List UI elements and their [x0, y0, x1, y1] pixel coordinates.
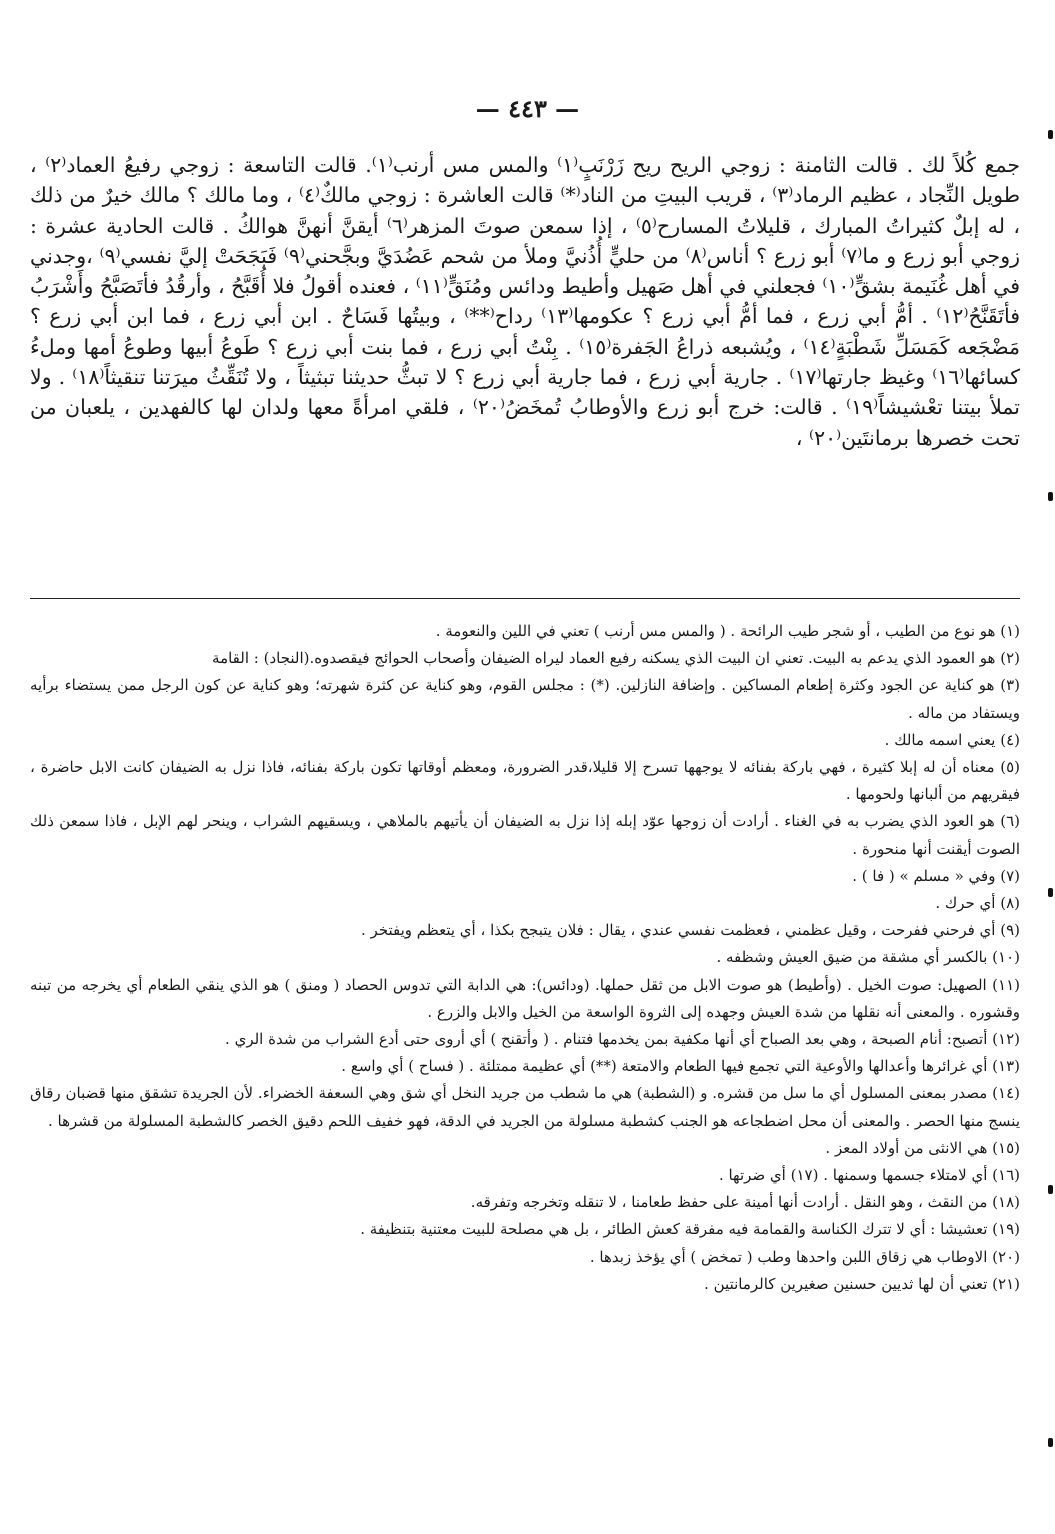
footnote: (٣) هو كناية عن الجود وكثرة إطعام المساكين . وإضافة النازلين. (*) : مجلس القوم، وهو كناية عن كثرة شهرته؛ وهو كناية عن كون الرجل ممن يستضاء برأيه ويستفاد من ماله .	[30, 676, 1020, 722]
footnote: (٢) هو العمود الذي يدعم به البيت. تعني ان البيت الذي يسكنه رفيع العماد ليراه الضيفان وأصحاب الحوائج فيقصدوه.(النجاد) : القامة	[212, 649, 1020, 668]
footnote-separator	[30, 598, 1020, 599]
footnote: (٥) معناه أن له إبلا كثيرة ، فهي باركة بفنائه لا يوجهها تسرح إلا قليلا،قدر الضرورة، ومعظم أوقاتها تكون باركة بفنائه، فاذا نزل به الضيفان كانت الابل حاضرة ، فيقريهم من ألبانها ولحومها .	[30, 758, 1020, 804]
footnote: (١٣) أي غرائرها وأعدالها والأوعية التي تجمع فيها الطعام والامتعة (**) أي عظيمة ممتلئة . ( فساح ) أي واسع .	[341, 1057, 1020, 1076]
footnote: (١٨) من النقث ، وهو النقل . أرادت أنها أمينة على حفظ طعامنا ، لا تنقله وتخرجه وتفرقه.	[470, 1193, 1020, 1212]
binding-hole-mark	[1048, 1438, 1053, 1447]
main-text	[30, 150, 1020, 453]
footnote: (١١) الصهيل: صوت الخيل . (وأطيط) هو صوت الابل من ثقل حملها. (ودائس): هي الدابة التي تدوس الحصاد ( ومنق ) هو الذي ينقي الطعام أي يخرجه من تبنه وقشوره . والمعنى أنه نقلها من شدة العيش وجهده إلى الثروة الواسعة من الخيل والابل والزرع .	[30, 975, 1020, 1021]
footnote: (١٠) بالكسر أي مشقة من ضيق العيش وشظفه .	[716, 948, 1020, 967]
main-paragraph: جمع كُلاً لك . قالت الثامنة : زوجي الريح ريح زَرْنَبٍ⁽١⁾ والمس مس أرنب⁽١⁾. قالت التاسعة : زوجي رفيعُ العماد⁽٢⁾ ، طويل النِّجاد ، عظيم الرماد⁽٣⁾ ، قريب البيتِ من الناد⁽*⁾ قالت العاشرة : زوجي مالكٌ⁽٤⁾ ، وما مالك ؟ مالك خيرٌ من ذلك ، له إبلٌ كثيراتُ المبارك ، قليلاتُ المسارح⁽٥⁾ ، إذا سمعن صوتَ المزهر⁽٦⁾ أيقنَّ أنهنَّ هوالكُ . قالت الحادية عشرة : زوجي أبو زرع و ما⁽٧⁾ أبو زرع ؟ أناس⁽٨⁾ من حليٍّ أُذُنيَّ وملأ من شحم عَضُدَيَّ وبجَّحني⁽٩⁾ فَبَجَحَتْ إليَّ نفسي⁽٩⁾ ،وجدني في أهل غُنَيمة بشقٍّ⁽١٠⁾ فجعلني في أهل صَهيل وأطيط ودائس ومُنَقٍّ⁽١١⁾ ، فعنده أقولُ فلا أُقَبَّحُ ، وأرقُدُ فأتَصَبَّحُ وأَشْرَبُ فأتَقَنَّحُ⁽١٢⁾ . أمُّ أبي زرع ، فما أمُّ أبي زرع ؟ عكومها⁽١٣⁾ رداح⁽**⁾ ، وبيتُها فَسَاحٌ . ابن أبي زرع ، فما ابن أبي زرع ؟ مَضْجَعه كَمَسَلِّ شَطْبَةٍ⁽١٤⁾ ، ويُشبعه ذراعُ الجَفرة⁽١٥⁾ . بِنْتُ أبي زرع ، فما بنت أبي زرع ؟ طَوعُ أبيها وطوعُ أمها وملءُ كسائها⁽١٦⁾ وغيظ جارتها⁽١٧⁾ . جارية أبي زرع ، فما جارية أبي زرع ؟ لا تبثُّ حديثنا تبثيثاً ، ولا تُنَقِّثُ ميرَتنا تنقيثاً⁽١٨⁾ . ولا تملأ بيتنا تعْشيشاً⁽١٩⁾ . قالت: خرج أبو زرع والأوطابُ تُمخَضُ⁽٢٠⁾ ، فلقي امرأةً معها ولدان لها كالفهدين ، يلعبان من تحت خصرها برمانتَين⁽٢٠⁾ ،	[30, 153, 1021, 450]
footnote: (٦) هو العود الذي يضرب به في الغناء . أرادت أن زوجها عوّد إبله إذا نزل به الضيفان أن يأتيهم بالملاهي ، ويسقيهم الشراب ، وينحر لهم الإبل ، فاذا سمعن ذلك الصوت أيقنت أنها منحورة .	[30, 812, 1020, 858]
binding-hole-mark	[1048, 888, 1053, 897]
footnote: (١٥) هي الانثى من أولاد المعز .	[825, 1138, 1020, 1157]
footnote: (١) هو نوع من الطيب ، أو شجر طيب الرائحة . ( والمس مس أرنب ) تعني في اللين والنعومة .	[435, 622, 1020, 640]
footnote: (٩) أي فرحني ففرحت ، وقيل عظمني ، فعظمت نفسي عندي ، يقال : فلان يتبجح بكذا ، أي يتعظم ويفتخر .	[361, 921, 1020, 940]
binding-hole-mark	[1048, 492, 1053, 501]
footnote: (٢١) تعني أن لها ثديين حسنين صغيرين كالرمانتين .	[704, 1274, 1020, 1293]
footnotes	[30, 618, 1020, 1298]
footnote: (٤) يعني اسمه مالك .	[884, 730, 1020, 749]
binding-hole-mark	[1048, 1185, 1053, 1194]
footnote: (٨) أي حرك .	[935, 894, 1020, 913]
footnote: (١٦) أي لامتلاء جسمها وسمنها . (١٧) أي ضرتها .	[718, 1166, 1020, 1185]
footnote: (٢٠) الاوطاب هي زقاق اللبن واحدها وطب ( تمخض ) أي يؤخذ زبدها .	[589, 1247, 1020, 1266]
binding-hole-mark	[1048, 130, 1053, 139]
footnote: (١٢) أتصبح: أنام الصبحة ، وهي بعد الصباح أي أنها مكفية بمن يخدمها فتنام . ( وأتقنح ) أي أروى حتى أدع الشراب من شدة الري .	[225, 1030, 1020, 1049]
page-number: — ٤٤٣ —	[475, 94, 580, 123]
footnote: (١٩) تعشيشا : أي لا تترك الكناسة والقمامة فيه مفرقة كعش الطائر ، بل هي مصلحة للبيت معتنية بتنظيفة .	[360, 1220, 1020, 1239]
footnote: (٧) وفي « مسلم » ( فا ) .	[852, 866, 1020, 885]
footnote: (١٤) مصدر بمعنى المسلول أي ما سل من قشره. و (الشطبة) هي ما شطب من جريد النخل أي شق وهي السعفة الخضراء. لأن الجريدة تشقق منها قضبان رقاق ينسج منها الحصر . والمعنى أن محل اضطجاعه هو الجنب كشطبة مسلولة من الجريد في الدقة، فهو خفيف اللحم دقيق الخصر كالشطبة المسلولة من قشرها .	[30, 1084, 1020, 1130]
